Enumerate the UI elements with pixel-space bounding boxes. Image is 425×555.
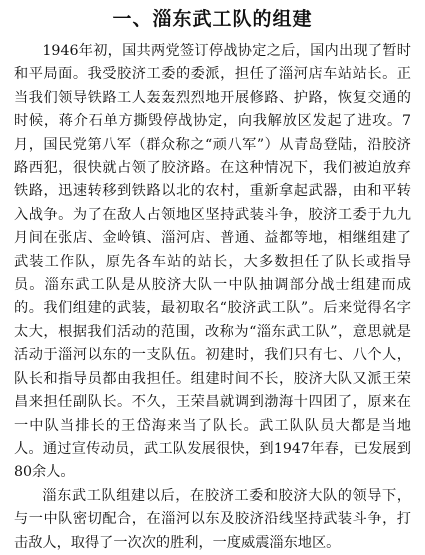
section-title: 一、淄东武工队的组建	[112, 8, 313, 30]
paragraph-1: 1946年初，国共两党签订停战协定之后，国内出现了暂时和平局面。我受胶济工委的委派，担任了淄河店车站站长。正当我们领导铁路工人轰轰烈烈地开展修路、护路，恢复交通的时候，蒋介石单方撕毁停战协定，向我解放区发起了进攻。7月，国民党第八军（群众称之“顽八军”）从青岛登陆，沿胶济路西犯，很快就占领了胶济路。在这种情况下，我们被迫放弃铁路，迅速转移到铁路以北的农村，重新拿起武器，由和平转入战争。为了在敌人占领地区坚持武装斗争，胶济工委于九九月间在张店、金岭镇、淄河店、普通、益都等地，相继组建了武装工作队，原先各车站的站长，大多数担任了队长或指导员。淄东武工队是从胶济大队一中队抽调部分战士组建而成的。我们组建的武装，最初取名“胶济武工队”。后来觉得名字太大，根据我们活动的范围，改称为“淄东武工队”，意思就是活动于淄河以东的一支队伍。初建时，我们只有七、八个人，队长和指导员都由我担任。组建时间不长，胶济大队又派王荣昌来担任副队长。不久，王荣昌就调到渤海十四团了，原来在一中队当排长的王岱海来当了队长。武工队队员大都是当地人。通过宣传动员，武工队发展很快，到1947年春，已发展到80余人。	[14, 43, 411, 481]
paragraph-2: 淄东武工队组建以后，在胶济工委和胶济大队的领导下，与一中队密切配合，在淄河以东及胶济沿线坚持武装斗争，打击敌人，取得了一次次的胜利，一度威震淄东地区。	[14, 487, 411, 551]
